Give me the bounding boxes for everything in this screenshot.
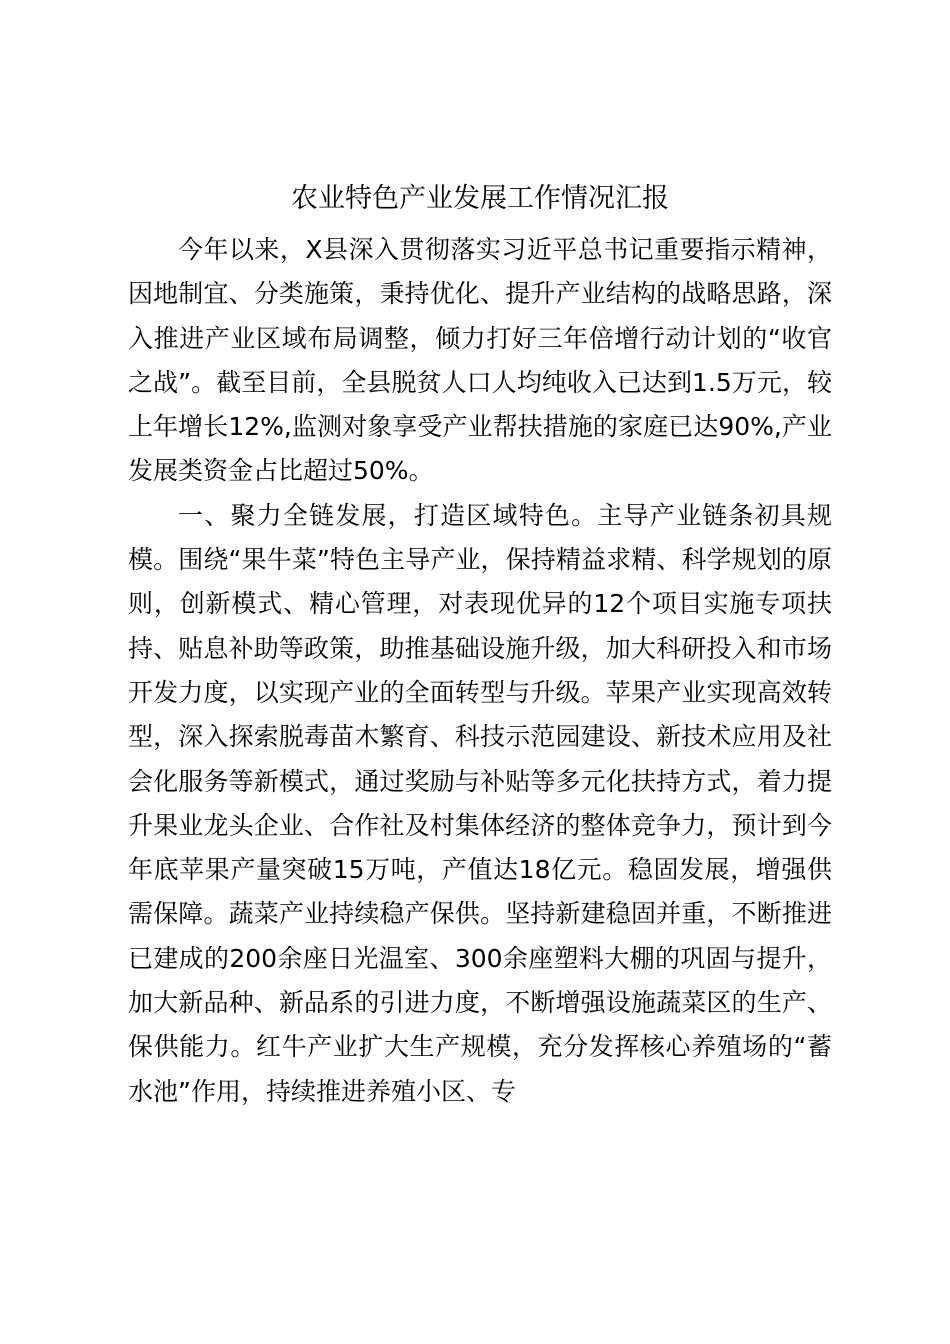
document-title: 农业特色产业发展工作情况汇报 (291, 183, 669, 214)
paragraph-intro: 今年以来，X县深入贯彻落实习近平总书记重要指示精神，因地制宜、分类施策，秉持优化、提升产业结构的战略思路，深入推进产业区域布局调整，倾力打好三年倍增行动计划的“收官之战”。截至目前，全县脱贫人口人均纯收入已达到1.5万元，较上年增长12%,监测对象享受产业帮扶措施的家庭已达90%,产业发展类资金占比超过50%。 (128, 235, 832, 486)
paragraph-section-one: 一、聚力全链发展，打造区域特色。主导产业链条初具规模。围绕“果牛菜”特色主导产业，保持精益求精、科学规划的原则，创新模式、精心管理，对表现优异的12个项目实施专项扶持、贴息补助等政策，助推基础设施升级，加大科研投入和市场开发力度，以实现产业的全面转型与升级。苹果产业实现高效转型，深入探索脱毒苗木繁育、科技示范园建设、新技术应用及社会化服务等新模式，通过奖励与补贴等多元化扶持方式，着力提升果业龙头企业、合作社及村集体经济的整体竞争力，预计到今年底苹果产量突破15万吨，产值达18亿元。稳固发展，增强供需保障。蔬菜产业持续稳产保供。坚持新建稳固并重，不断推进已建成的200余座日光温室、300余座塑料大棚的巩固与提升，加大新品种、新品系的引进力度，不断增强设施蔬菜区的生产、保供能力。红牛产业扩大生产规模，充分发挥核心养殖场的“蓄水池”作用，持续推进养殖小区、专 (128, 500, 832, 1106)
document-page (128, 170, 832, 1114)
